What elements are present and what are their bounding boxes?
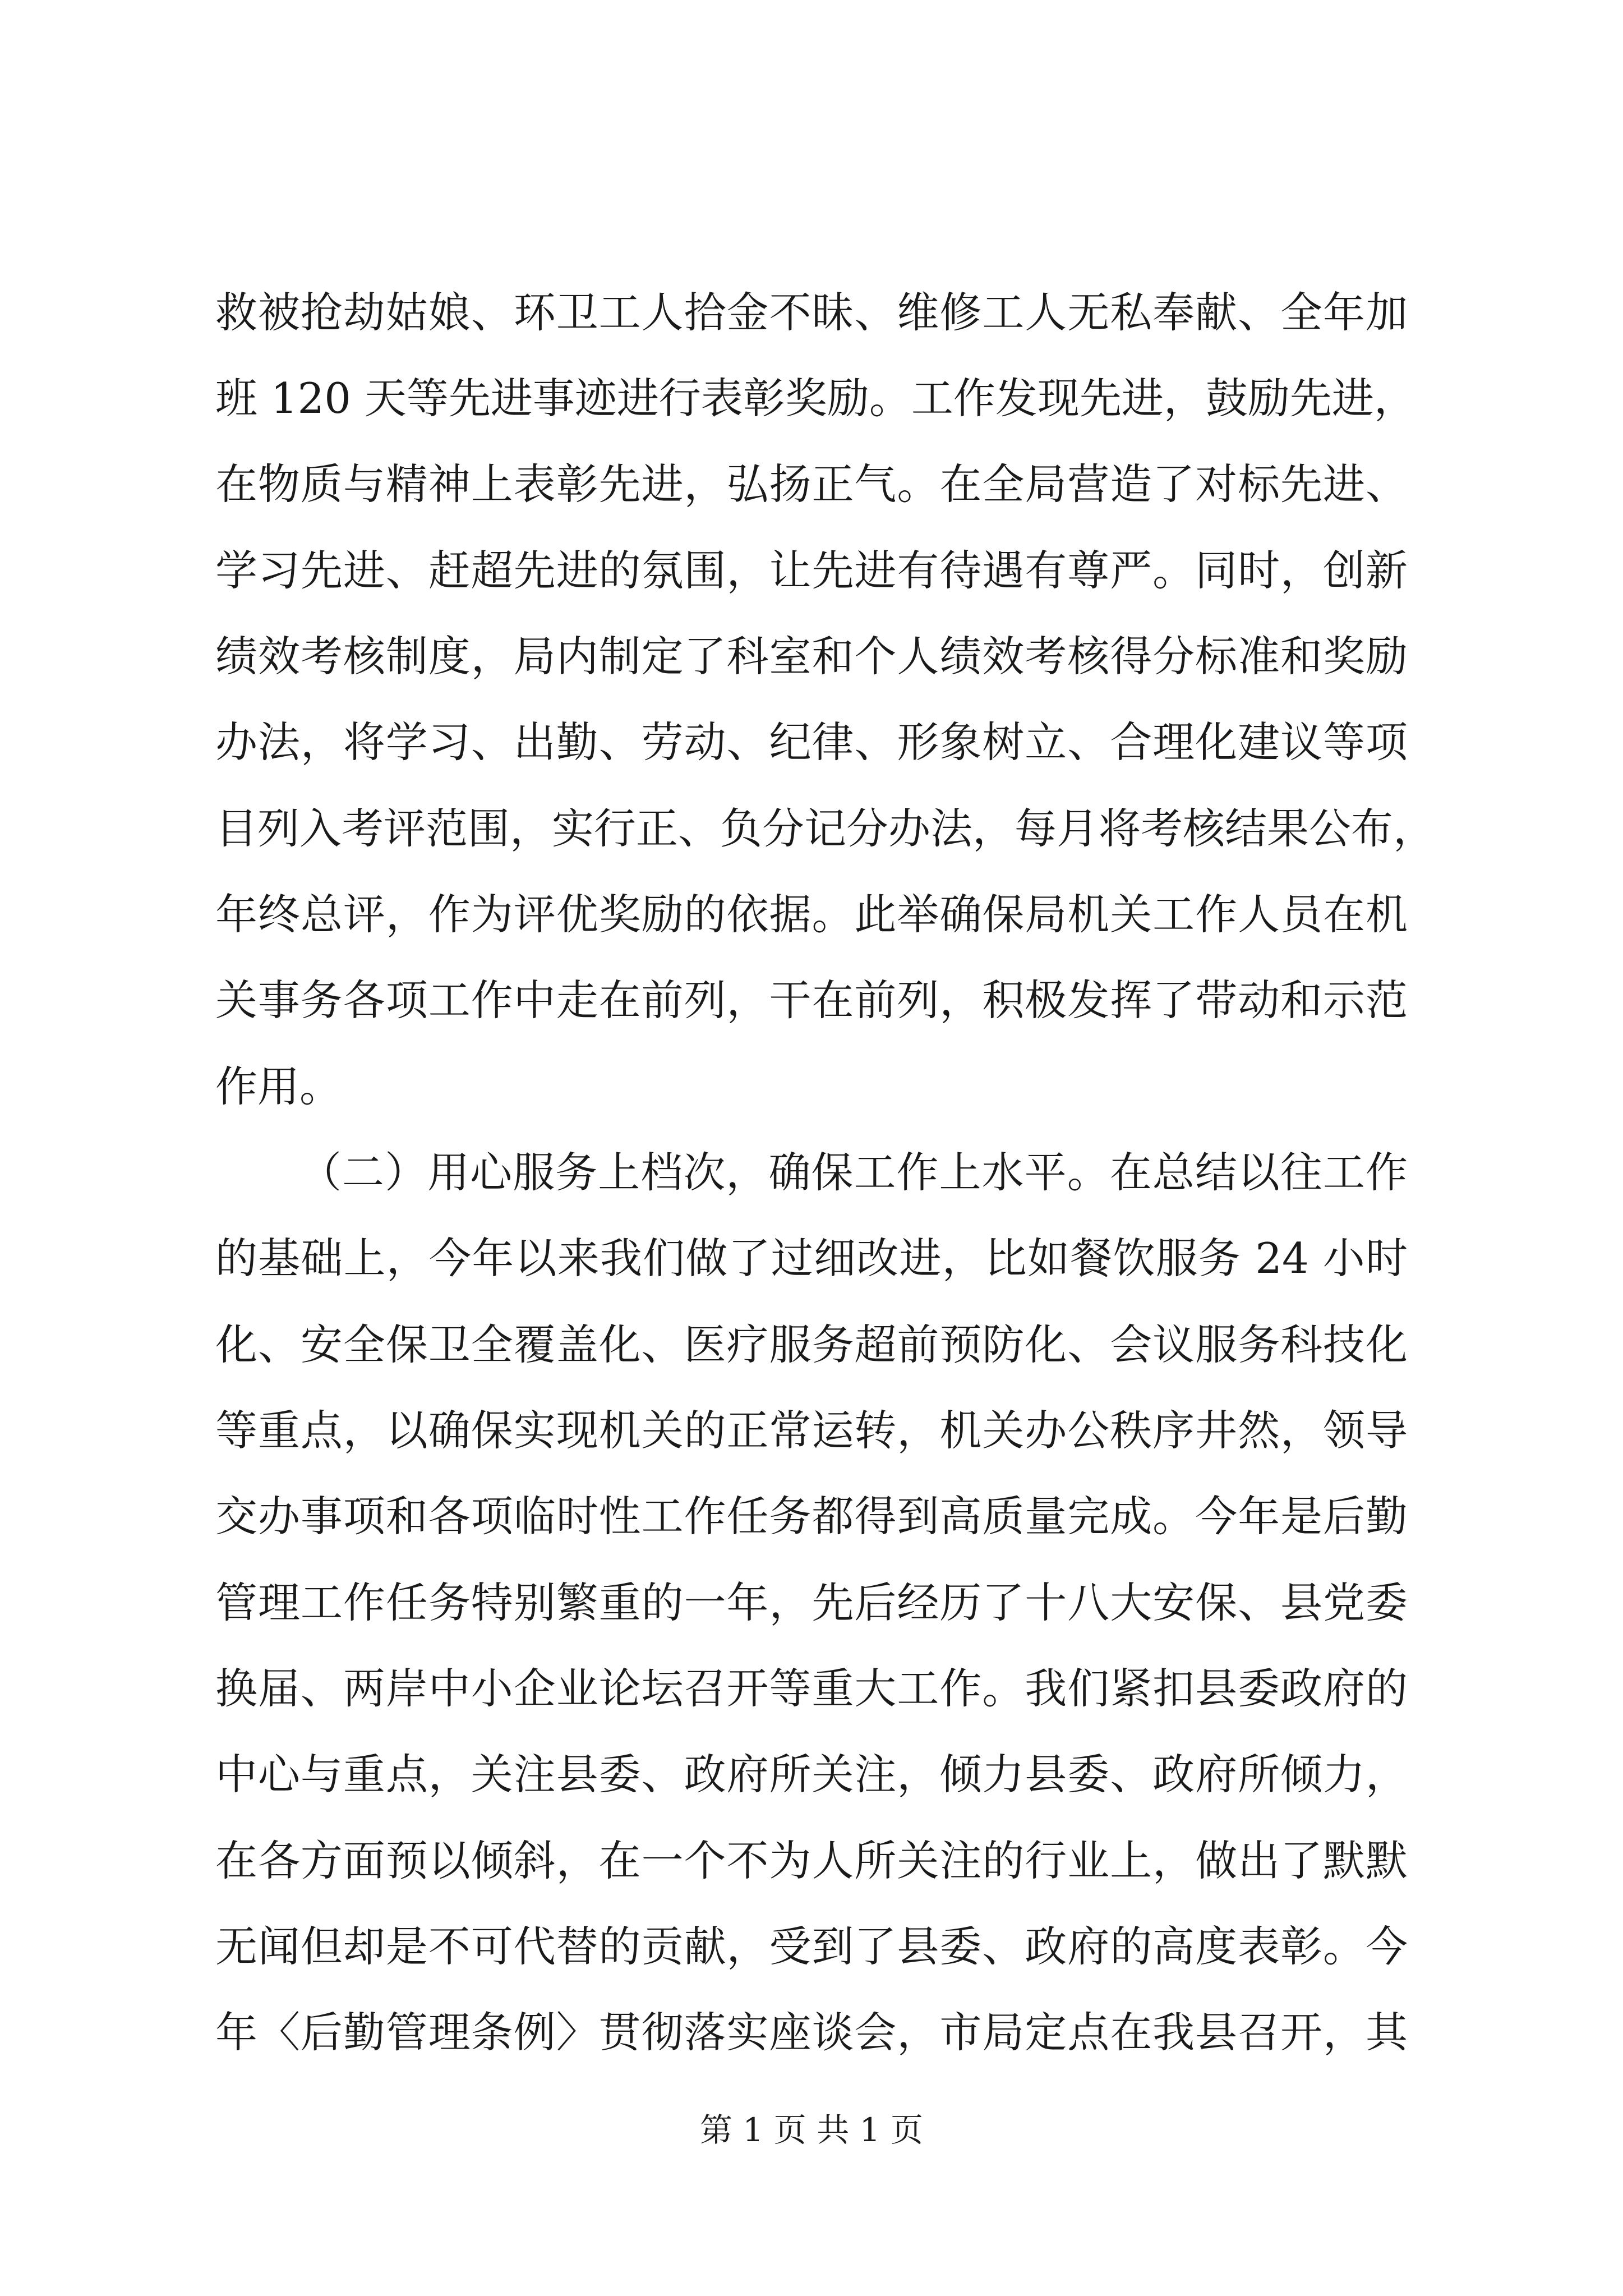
text-line: 在物质与精神上表彰先进，弘扬正气。在全局营造了对标先进、 [215, 459, 1408, 509]
text-line: 关事务各项工作中走在前列，干在前列，积极发挥了带动和示范 [215, 976, 1408, 1025]
section-heading-line: （二）用心服务上档次，确保工作上水平。在总结以往工作 [299, 1148, 1408, 1197]
text-line: 换届、两岸中小企业论坛召开等重大工作。我们紧扣县委政府的 [215, 1664, 1408, 1713]
text-line: 在各方面预以倾斜，在一个不为人所关注的行业上，做出了默默 [215, 1836, 1408, 1885]
text-line: 等重点，以确保实现机关的正常运转，机关办公秩序井然，领导 [215, 1406, 1408, 1455]
text-line: 化、安全保卫全覆盖化、医疗服务超前预防化、会议服务科技化 [215, 1320, 1408, 1369]
text-line: 管理工作任务特别繁重的一年，先后经历了十八大安保、县党委 [215, 1578, 1408, 1627]
text-line: 绩效考核制度，局内制定了科室和个人绩效考核得分标准和奖励 [215, 632, 1408, 681]
text-line: 交办事项和各项临时性工作任务都得到高质量完成。今年是后勤 [215, 1492, 1408, 1541]
text-line: 作用。 [215, 1062, 342, 1111]
text-line: 目列入考评范围，实行正、负分记分办法，每月将考核结果公布， [215, 804, 1436, 853]
text-line: 无闻但却是不可代替的贡献，受到了县委、政府的高度表彰。今 [215, 1922, 1408, 1971]
text-line: 班 120 天等先进事迹进行表彰奖励。工作发现先进，鼓励先进， [215, 374, 1416, 423]
text-line: 学习先进、赶超先进的氛围，让先进有待遇有尊严。同时，创新 [215, 546, 1408, 595]
text-line: 年〈后勤管理条例〉贯彻落实座谈会，市局定点在我县召开，其 [215, 2008, 1408, 2057]
text-line: 的基础上，今年以来我们做了过细改进，比如餐饮服务 24 小时 [215, 1234, 1408, 1283]
text-line: 救被抢劫姑娘、环卫工人拾金不昧、维修工人无私奉献、全年加 [215, 288, 1408, 337]
text-line: 办法，将学习、出勤、劳动、纪律、形象树立、合理化建议等项 [215, 717, 1408, 767]
text-line: 中心与重点，关注县委、政府所关注，倾力县委、政府所倾力， [215, 1750, 1408, 1799]
text-line: 年终总评，作为评优奖励的依据。此举确保局机关工作人员在机 [215, 890, 1408, 939]
page-footer: 第 1 页 共 1 页 [700, 2111, 923, 2149]
